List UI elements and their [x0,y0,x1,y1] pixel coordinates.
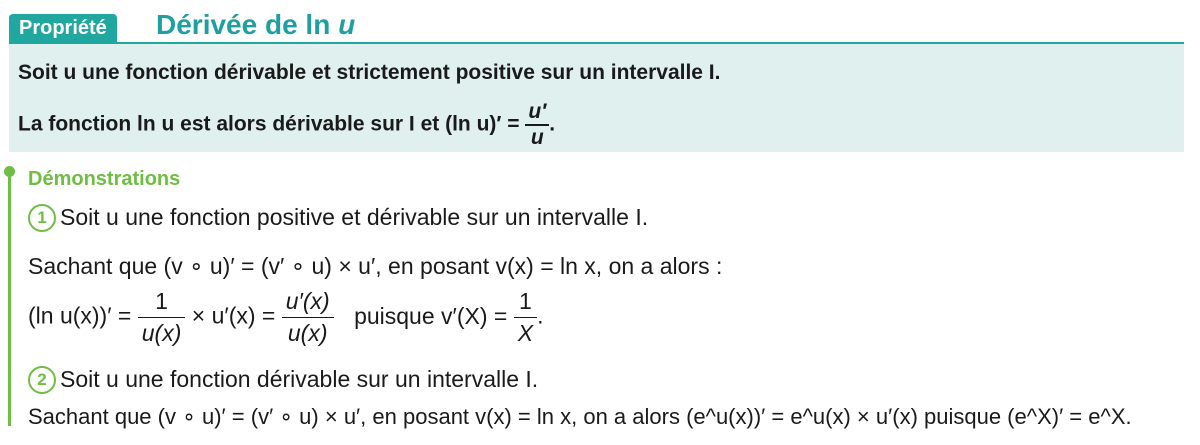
fraction-2-den: u(x) [287,320,328,346]
demo-item-2 [28,366,538,394]
demo-equation [28,288,543,347]
property-title [156,9,355,41]
statement-2-end: . [549,112,556,136]
title-prefix: Dérivée de ln [156,9,339,40]
derivative-fraction [525,100,549,150]
fraction-denominator: u [530,126,544,149]
fraction-numerator: u′ [525,100,549,126]
equation-fraction-2 [282,288,334,347]
fraction-3-den: X [517,320,534,346]
equation-fraction-1 [138,288,186,347]
fraction-1-den: u(x) [141,320,182,346]
item-2-text: Soit u une fonction dérivable sur un intervalle I. [60,366,539,392]
item-1-text: Soit u une fonction positive et dérivable sur un intervalle I. [60,204,649,230]
equation-lhs: (ln u(x))′ = [28,302,132,329]
item-2-number-icon: 2 [28,366,56,394]
property-badge: Propriété [9,14,117,42]
demonstrations-heading: Démonstrations [28,168,181,190]
statement-2-text: La fonction ln u est alors dérivable sur I et (ln u)′ = [18,112,520,136]
item-1-number-icon: 1 [28,204,56,232]
fraction-2-num: u′(x) [282,288,334,318]
equation-fraction-3 [514,288,537,347]
demo-line-exp: Sachant que (v ∘ u)′ = (v′ ∘ u) × u′, en posant v(x) = ln x, on a alors (e^u(x))′ = e^u(x) × u′(x) puisque (e^X)′ = e^X. [28,404,1132,429]
demo-line-chain-rule: Sachant que (v ∘ u)′ = (v′ ∘ u) × u′, en posant v(x) = ln x, on a alors : [28,253,723,279]
equation-puisque: puisque v′(X) = [354,302,508,329]
equation-mid: × u′(x) = [191,302,276,329]
property-statement-2 [18,100,555,150]
demo-item-1 [28,204,648,232]
title-variable: u [338,9,356,40]
property-statement-1: Soit u une fonction dérivable et strictement positive sur un intervalle I. [18,61,721,84]
fraction-3-num: 1 [514,288,537,318]
demo-side-rule [8,174,11,426]
equation-end: . [537,302,544,329]
fraction-1-num: 1 [138,288,186,318]
